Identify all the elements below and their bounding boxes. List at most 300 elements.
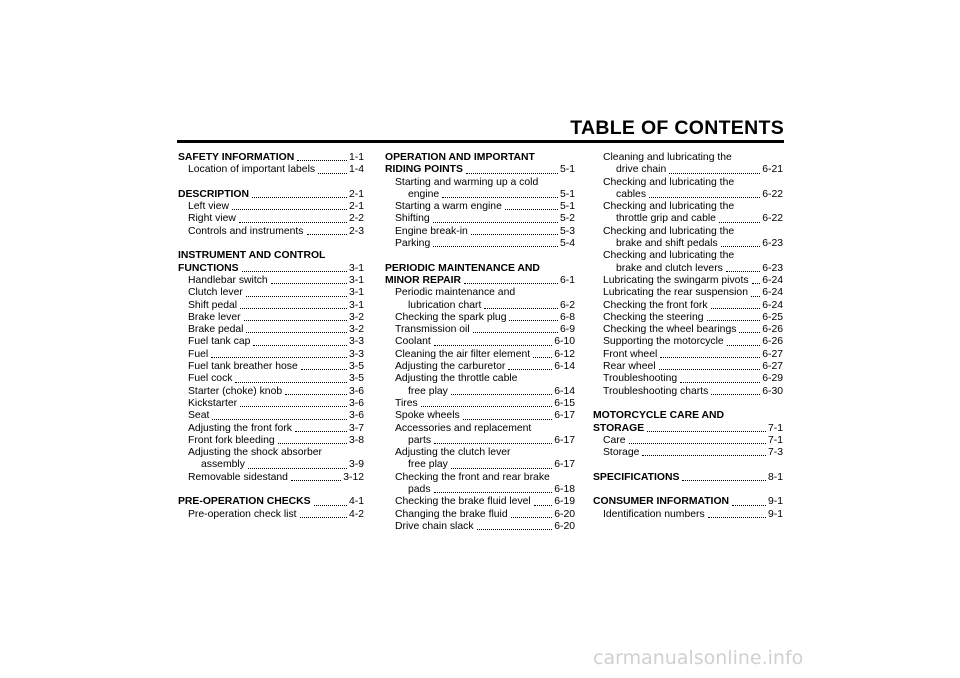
dot-leader xyxy=(726,271,760,272)
toc-entry xyxy=(385,459,575,471)
toc-entry xyxy=(593,386,783,398)
toc-entry xyxy=(593,300,783,312)
dot-leader xyxy=(421,406,552,407)
entry-title: lubrication chart xyxy=(408,299,482,311)
toc-section-heading xyxy=(178,152,364,164)
toc-entry xyxy=(178,275,364,287)
toc-entry xyxy=(178,201,364,213)
page-number: 6-26 xyxy=(762,324,783,336)
entry-title: Checking and lubricating the xyxy=(603,225,735,237)
toc-entry xyxy=(178,423,364,435)
page-number: 3-6 xyxy=(348,397,364,409)
toc-entry xyxy=(385,509,575,521)
section-title: RIDING POINTS xyxy=(385,164,463,176)
page-number: 6-1 xyxy=(559,274,575,286)
page-number: 6-22 xyxy=(762,213,783,225)
page-number: 6-25 xyxy=(762,311,783,323)
page-number: 6-24 xyxy=(762,274,783,286)
page-number: 6-12 xyxy=(554,348,575,360)
entry-title: Starting and warming up a cold xyxy=(395,176,539,188)
dot-leader xyxy=(505,209,558,210)
entry-title: parts xyxy=(408,434,432,446)
entry-title: Drive chain slack xyxy=(395,520,474,532)
dot-leader xyxy=(511,517,553,518)
entry-title: Checking and lubricating the xyxy=(603,176,735,188)
entry-title: Adjusting the shock absorber xyxy=(188,447,323,459)
page-number: 8-1 xyxy=(767,471,783,483)
entry-title: brake and shift pedals xyxy=(616,238,718,250)
entry-title: Checking the steering xyxy=(603,311,704,323)
page-number: 7-1 xyxy=(767,422,783,434)
page-number: 3-5 xyxy=(348,361,364,373)
entry-title: Spoke wheels xyxy=(395,410,460,422)
dot-leader xyxy=(649,197,760,198)
toc-section-heading xyxy=(385,152,575,164)
toc-column-2 xyxy=(385,152,575,533)
toc-entry xyxy=(178,336,364,348)
page-number: 3-12 xyxy=(343,471,364,483)
dot-leader xyxy=(647,431,766,432)
dot-leader xyxy=(680,382,760,383)
page-number: 3-8 xyxy=(348,434,364,446)
toc-section-heading xyxy=(385,275,575,287)
entry-title: Fuel cock xyxy=(188,373,233,385)
toc-gap xyxy=(178,177,364,189)
watermark: carmanualsonline.info xyxy=(593,647,804,669)
entry-title: Lubricating the swingarm pivots xyxy=(603,274,749,286)
page-number: 6-23 xyxy=(762,238,783,250)
entry-title: Right view xyxy=(188,213,236,225)
entry-title: cables xyxy=(616,188,647,200)
entry-title: Supporting the motorcycle xyxy=(603,336,724,348)
toc-section-heading xyxy=(593,472,783,484)
toc-entry xyxy=(178,509,364,521)
entry-title: Shifting xyxy=(395,213,430,225)
toc-entry xyxy=(178,287,364,299)
entry-title: Pre-operation check list xyxy=(188,508,297,520)
page-number: 6-27 xyxy=(762,361,783,373)
dot-leader xyxy=(669,173,760,174)
section-title: INSTRUMENT AND CONTROL xyxy=(178,250,326,262)
toc-gap xyxy=(593,398,783,410)
dot-leader xyxy=(307,234,347,235)
page-number: 4-2 xyxy=(348,508,364,520)
page-number: 6-30 xyxy=(762,385,783,397)
entry-title: Adjusting the throttle cable xyxy=(395,373,518,385)
toc-gap xyxy=(593,459,783,471)
entry-title: Checking and lubricating the xyxy=(603,201,735,213)
page-title: TABLE OF CONTENTS xyxy=(570,117,784,139)
toc-entry xyxy=(385,312,575,324)
dot-leader xyxy=(242,271,347,272)
toc-entry xyxy=(593,164,783,176)
page-number: 3-2 xyxy=(348,324,364,336)
page-number: 5-4 xyxy=(559,238,575,250)
dot-leader xyxy=(433,246,558,247)
toc-gap xyxy=(178,238,364,250)
page-number: 9-1 xyxy=(767,496,783,508)
toc-entry xyxy=(178,459,364,471)
page-number: 6-24 xyxy=(762,299,783,311)
page-number: 6-17 xyxy=(554,434,575,446)
dot-leader xyxy=(314,505,347,506)
dot-leader xyxy=(244,320,347,321)
dot-leader xyxy=(642,455,766,456)
dot-leader xyxy=(301,369,347,370)
dot-leader xyxy=(471,234,558,235)
entry-title: Removable sidestand xyxy=(188,471,288,483)
entry-title: assembly xyxy=(201,459,245,471)
toc-entry xyxy=(593,201,783,213)
page-number: 6-9 xyxy=(559,324,575,336)
page-number: 3-5 xyxy=(348,373,364,385)
toc-entry xyxy=(385,324,575,336)
dot-leader xyxy=(464,283,558,284)
page-number: 6-17 xyxy=(554,410,575,422)
toc-entry xyxy=(178,447,364,459)
entry-title: Checking the front fork xyxy=(603,299,708,311)
dot-leader xyxy=(660,357,760,358)
toc-entry xyxy=(178,410,364,422)
toc-entry xyxy=(593,177,783,189)
page-number: 3-2 xyxy=(348,311,364,323)
toc-entry xyxy=(385,423,575,435)
toc-entry xyxy=(178,300,364,312)
entry-title: Lubricating the rear suspension xyxy=(603,287,748,299)
toc-section-heading xyxy=(593,423,783,435)
dot-leader xyxy=(246,332,347,333)
page-number: 2-1 xyxy=(348,188,364,200)
toc-entry xyxy=(385,213,575,225)
dot-leader xyxy=(534,505,552,506)
page-number: 3-1 xyxy=(348,287,364,299)
toc-section-heading xyxy=(385,263,575,275)
page-number: 3-9 xyxy=(348,459,364,471)
toc-entry xyxy=(593,213,783,225)
page-number: 6-14 xyxy=(554,361,575,373)
entry-title: Adjusting the clutch lever xyxy=(395,447,511,459)
entry-title: throttle grip and cable xyxy=(616,213,716,225)
dot-leader xyxy=(711,394,760,395)
toc-entry xyxy=(385,287,575,299)
toc-entry xyxy=(593,287,783,299)
page-number: 5-1 xyxy=(559,188,575,200)
toc-entry xyxy=(385,521,575,533)
dot-leader xyxy=(318,173,347,174)
page-number: 6-10 xyxy=(554,336,575,348)
dot-leader xyxy=(240,406,347,407)
toc-entry xyxy=(593,324,783,336)
toc-section-heading xyxy=(593,496,783,508)
dot-leader xyxy=(509,320,557,321)
entry-title: Identification numbers xyxy=(603,508,705,520)
page-number: 6-18 xyxy=(554,484,575,496)
toc-entry xyxy=(178,226,364,238)
toc-entry xyxy=(178,213,364,225)
page-number: 5-2 xyxy=(559,213,575,225)
toc-section-heading xyxy=(593,410,783,422)
section-title: FUNCTIONS xyxy=(178,262,239,274)
toc-entry xyxy=(178,386,364,398)
dot-leader xyxy=(291,480,341,481)
dot-leader xyxy=(721,246,761,247)
page-number: 6-20 xyxy=(554,520,575,532)
dot-leader xyxy=(727,345,760,346)
entry-title: Fuel xyxy=(188,348,209,360)
toc-entry xyxy=(593,373,783,385)
toc-entry xyxy=(178,472,364,484)
dot-leader xyxy=(235,382,347,383)
page-number: 4-1 xyxy=(348,496,364,508)
toc-entry xyxy=(178,164,364,176)
toc-entry xyxy=(593,238,783,250)
dot-leader xyxy=(629,443,766,444)
dot-leader xyxy=(433,222,558,223)
entry-title: Front wheel xyxy=(603,348,658,360)
dot-leader xyxy=(466,173,558,174)
toc-entry xyxy=(593,435,783,447)
toc-entry xyxy=(385,361,575,373)
section-title: PERIODIC MAINTENANCE AND xyxy=(385,262,540,274)
dot-leader xyxy=(434,345,552,346)
dot-leader xyxy=(477,529,553,530)
toc-section-heading xyxy=(178,189,364,201)
toc-entry xyxy=(385,189,575,201)
page-number: 6-21 xyxy=(762,164,783,176)
entry-title: Troubleshooting charts xyxy=(603,385,709,397)
toc-entry xyxy=(385,472,575,484)
entry-title: Seat xyxy=(188,410,210,422)
dot-leader xyxy=(246,296,347,297)
dot-leader xyxy=(300,517,347,518)
toc-entry xyxy=(178,312,364,324)
dot-leader xyxy=(232,209,347,210)
entry-title: Troubleshooting xyxy=(603,373,678,385)
page-number: 5-1 xyxy=(559,201,575,213)
page-number: 2-1 xyxy=(348,201,364,213)
dot-leader xyxy=(711,308,761,309)
entry-title: Changing the brake fluid xyxy=(395,508,508,520)
entry-title: Storage xyxy=(603,447,640,459)
toc-entry xyxy=(385,447,575,459)
entry-title: Parking xyxy=(395,238,431,250)
section-title: STORAGE xyxy=(593,422,645,434)
dot-leader xyxy=(533,357,552,358)
page-number: 6-20 xyxy=(554,508,575,520)
toc-entry xyxy=(593,349,783,361)
toc-entry xyxy=(593,361,783,373)
entry-title: Coolant xyxy=(395,336,431,348)
entry-title: Controls and instruments xyxy=(188,225,304,237)
entry-title: Kickstarter xyxy=(188,397,238,409)
toc-section-heading xyxy=(178,250,364,262)
page-number: 3-6 xyxy=(348,385,364,397)
toc-entry xyxy=(178,373,364,385)
page-number: 3-1 xyxy=(348,274,364,286)
dot-leader xyxy=(751,296,760,297)
entry-title: brake and clutch levers xyxy=(616,262,723,274)
section-title: CONSUMER INFORMATION xyxy=(593,496,730,508)
entry-title: Cleaning and lubricating the xyxy=(603,152,732,163)
toc-entry xyxy=(178,435,364,447)
toc-column-3 xyxy=(593,152,783,521)
entry-title: Transmission oil xyxy=(395,324,470,336)
page-number: 3-1 xyxy=(348,262,364,274)
entry-title: Tires xyxy=(395,397,418,409)
dot-leader xyxy=(463,419,553,420)
toc-entry xyxy=(385,373,575,385)
section-title: MOTORCYCLE CARE AND xyxy=(593,410,725,422)
toc-entry xyxy=(593,275,783,287)
dot-leader xyxy=(285,394,347,395)
entry-title: Starting a warm engine xyxy=(395,201,502,213)
dot-leader xyxy=(708,517,766,518)
toc-entry xyxy=(593,336,783,348)
page-number: 6-23 xyxy=(762,262,783,274)
dot-leader xyxy=(659,369,761,370)
toc-entry xyxy=(385,484,575,496)
entry-title: pads xyxy=(408,484,431,496)
dot-leader xyxy=(719,222,760,223)
toc-entry xyxy=(385,349,575,361)
toc-gap xyxy=(178,484,364,496)
page-number: 6-2 xyxy=(559,299,575,311)
dot-leader xyxy=(434,492,553,493)
entry-title: Handlebar switch xyxy=(188,274,268,286)
page-number: 5-3 xyxy=(559,225,575,237)
entry-title: Adjusting the carburetor xyxy=(395,361,506,373)
toc-entry xyxy=(385,410,575,422)
toc-entry xyxy=(593,152,783,164)
entry-title: Shift pedal xyxy=(188,299,238,311)
entry-title: Checking the wheel bearings xyxy=(603,324,737,336)
entry-title: Fuel tank cap xyxy=(188,336,251,348)
section-title: PRE-OPERATION CHECKS xyxy=(178,496,311,508)
page-number: 6-29 xyxy=(762,373,783,385)
dot-leader xyxy=(295,431,347,432)
dot-leader xyxy=(739,332,760,333)
page-number: 6-24 xyxy=(762,287,783,299)
dot-leader xyxy=(240,308,347,309)
page-number: 6-8 xyxy=(559,311,575,323)
section-title: SPECIFICATIONS xyxy=(593,471,680,483)
toc-entry xyxy=(593,447,783,459)
entry-title: Checking the spark plug xyxy=(395,311,507,323)
dot-leader xyxy=(239,222,347,223)
page-number: 9-1 xyxy=(767,508,783,520)
entry-title: free play xyxy=(408,459,448,471)
page-number: 1-1 xyxy=(348,152,364,163)
dot-leader xyxy=(253,345,347,346)
dot-leader xyxy=(248,468,347,469)
section-title: MINOR REPAIR xyxy=(385,274,462,286)
dot-leader xyxy=(442,197,558,198)
dot-leader xyxy=(252,197,347,198)
page-number: 3-3 xyxy=(348,336,364,348)
toc-entry xyxy=(385,238,575,250)
entry-title: Care xyxy=(603,434,626,446)
page-number: 5-1 xyxy=(559,164,575,176)
dot-leader xyxy=(434,443,552,444)
page-number: 1-4 xyxy=(348,164,364,176)
entry-title: free play xyxy=(408,385,448,397)
toc-column-1 xyxy=(178,152,364,521)
dot-leader xyxy=(451,468,552,469)
toc-entry xyxy=(385,177,575,189)
dot-leader xyxy=(484,308,558,309)
toc-entry xyxy=(593,312,783,324)
toc-entry xyxy=(385,226,575,238)
section-title: SAFETY INFORMATION xyxy=(178,152,295,163)
toc-entry xyxy=(385,336,575,348)
entry-title: Starter (choke) knob xyxy=(188,385,283,397)
entry-title: Periodic maintenance and xyxy=(395,287,516,299)
dot-leader xyxy=(752,283,761,284)
toc-entry xyxy=(385,300,575,312)
entry-title: Adjusting the front fork xyxy=(188,422,292,434)
toc-entry xyxy=(385,386,575,398)
toc-entry xyxy=(593,250,783,262)
page-number: 7-1 xyxy=(767,434,783,446)
page-number: 6-19 xyxy=(554,496,575,508)
title-rule xyxy=(177,140,784,143)
entry-title: Accessories and replacement xyxy=(395,422,532,434)
page-number: 6-14 xyxy=(554,385,575,397)
entry-title: drive chain xyxy=(616,164,667,176)
dot-leader xyxy=(271,283,347,284)
toc-entry xyxy=(178,324,364,336)
entry-title: Checking the brake fluid level xyxy=(395,496,531,508)
dot-leader xyxy=(682,480,766,481)
toc-entry xyxy=(593,509,783,521)
entry-title: Brake pedal xyxy=(188,324,244,336)
toc-entry xyxy=(593,263,783,275)
section-title: DESCRIPTION xyxy=(178,188,250,200)
entry-title: engine xyxy=(408,188,440,200)
entry-title: Engine break-in xyxy=(395,225,468,237)
page-number: 7-3 xyxy=(767,447,783,459)
entry-title: Front fork bleeding xyxy=(188,434,275,446)
toc-entry xyxy=(385,496,575,508)
toc-section-heading xyxy=(178,496,364,508)
page-number: 6-22 xyxy=(762,188,783,200)
toc-section-heading xyxy=(178,263,364,275)
dot-leader xyxy=(707,320,761,321)
section-title: OPERATION AND IMPORTANT xyxy=(385,152,535,163)
dot-leader xyxy=(297,160,347,161)
dot-leader xyxy=(212,419,347,420)
entry-title: Left view xyxy=(188,201,230,213)
page-number: 6-26 xyxy=(762,336,783,348)
page-number: 6-27 xyxy=(762,348,783,360)
page-number: 3-3 xyxy=(348,348,364,360)
toc-entry xyxy=(385,398,575,410)
toc-entry xyxy=(178,361,364,373)
toc-entry xyxy=(385,435,575,447)
page-number: 2-2 xyxy=(348,213,364,225)
entry-title: Brake lever xyxy=(188,311,241,323)
entry-title: Fuel tank breather hose xyxy=(188,361,298,373)
page-number: 3-6 xyxy=(348,410,364,422)
dot-leader xyxy=(732,505,766,506)
dot-leader xyxy=(473,332,558,333)
entry-title: Clutch lever xyxy=(188,287,243,299)
entry-title: Rear wheel xyxy=(603,361,656,373)
toc-entry xyxy=(593,226,783,238)
entry-title: Cleaning the air filter element xyxy=(395,348,531,360)
toc-gap xyxy=(385,250,575,262)
page-number: 2-3 xyxy=(348,225,364,237)
